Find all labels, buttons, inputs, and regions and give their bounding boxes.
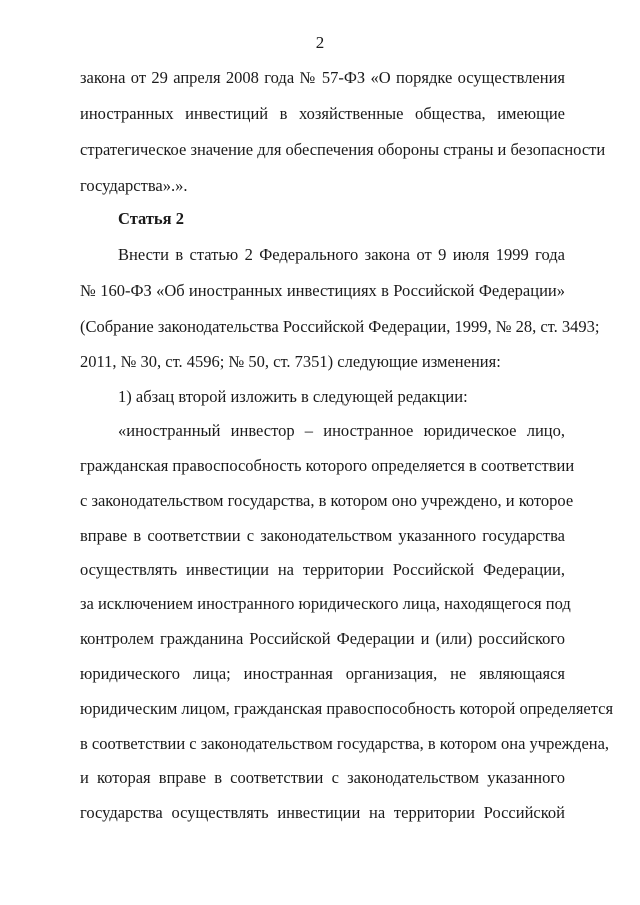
text-line: в соответствии с законодательством государства, в котором она учреждена, <box>80 734 610 753</box>
text-line: юридическим лицом, гражданская правоспособность которой определяется <box>80 699 614 718</box>
text-line: 1) абзац второй изложить в следующей редакции: <box>118 387 468 406</box>
text-line: юридического лица; иностранная организация, не являющаяся <box>80 664 565 683</box>
text-line: и которая вправе в соответствии с законодательством указанного <box>80 768 565 787</box>
text-line: осуществлять инвестиции на территории Российской Федерации, <box>80 560 565 579</box>
text-line: 2011, № 30, ст. 4596; № 50, ст. 7351) следующие изменения: <box>80 352 501 371</box>
text-line: гражданская правоспособность которого определяется в соответствии <box>80 456 575 475</box>
text-line: стратегическое значение для обеспечения обороны страны и безопасности <box>80 140 606 159</box>
text-line: № 160-ФЗ «Об иностранных инвестициях в Российской Федерации» <box>80 281 565 300</box>
text-line: контролем гражданина Российской Федерации и (или) российского <box>80 629 565 648</box>
text-line: закона от 29 апреля 2008 года № 57-ФЗ «О порядке осуществления <box>80 68 565 87</box>
article-heading: Статья 2 <box>118 209 184 228</box>
text-line: «иностранный инвестор – иностранное юридическое лицо, <box>118 421 565 440</box>
page-number: 2 <box>315 33 325 52</box>
text-line: иностранных инвестиций в хозяйственные общества, имеющие <box>80 104 565 123</box>
text-line: с законодательством государства, в котором оно учреждено, и которое <box>80 491 574 510</box>
text-line: государства осуществлять инвестиции на территории Российской <box>80 803 565 822</box>
text-line: государства».». <box>80 176 188 195</box>
text-line: (Собрание законодательства Российской Федерации, 1999, № 28, ст. 3493; <box>80 317 600 336</box>
text-line: Внести в статью 2 Федерального закона от 9 июля 1999 года <box>118 245 565 264</box>
text-line: за исключением иностранного юридического лица, находящегося под <box>80 594 571 613</box>
text-line: вправе в соответствии с законодательством указанного государства <box>80 526 565 545</box>
